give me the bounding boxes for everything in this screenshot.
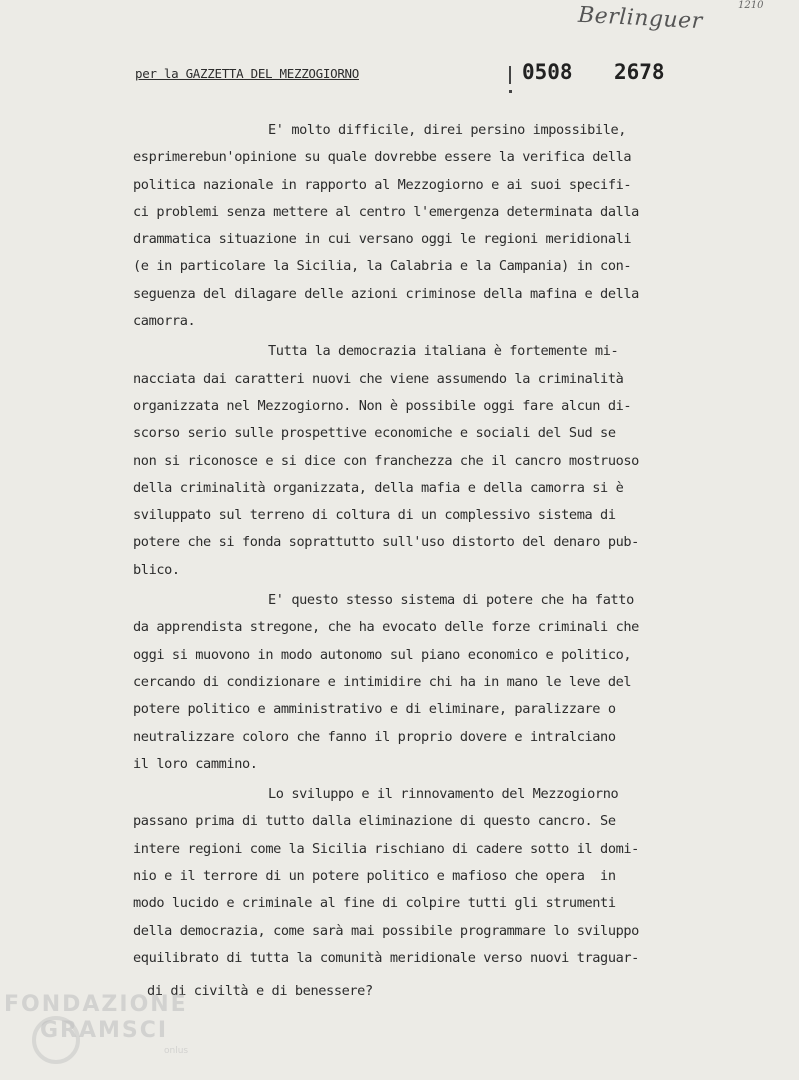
text-line: ci problemi senza mettere al centro l'emergenza determinata dalla (133, 203, 639, 220)
text-line: seguenza del dilagare delle azioni criminose della mafina e della (133, 285, 639, 302)
text-line: politica nazionale in rapporto al Mezzogiorno e ai suoi specifi- (133, 176, 632, 193)
text-line: E' molto difficile, direi persino impossibile, (268, 122, 627, 138)
stamp-dot (509, 90, 512, 93)
text-line: nio e il terrore di un potere politico e mafioso che opera in (133, 868, 616, 885)
watermark-line-2: GRAMSCI (40, 1018, 169, 1043)
text-line: scorso serio sulle prospettive economiche e sociali del Sud se (133, 425, 616, 442)
text-line: passano prima di tutto dalla eliminazione di questo cancro. Se (133, 813, 616, 830)
text-line: Tutta la democrazia italiana è fortemente mi- (268, 343, 619, 360)
archive-number: 1210 (738, 0, 764, 11)
text-line: esprimerebun'opinione su quale dovrebbe essere la verifica della (133, 149, 632, 166)
text-line: (e in particolare la Sicilia, la Calabria e la Campania) in con- (133, 258, 632, 275)
stamp-number-right: 2678 (614, 60, 665, 84)
text-line: drammatica situazione in cui versano oggi le regioni meridionali (133, 231, 632, 248)
watermark-line-3: onlus (164, 1046, 189, 1056)
text-line: della criminalità organizzata, della mafia e della camorra si è (133, 479, 624, 496)
text-line: il loro cammino. (133, 755, 258, 772)
stamp-bar (509, 66, 511, 84)
text-line: blico. (133, 561, 180, 578)
text-line: cercando di condizionare e intimidire chi ha in mano le leve del (133, 673, 632, 690)
letter-body (133, 117, 653, 1006)
text-line: sviluppato sul terreno di coltura di un complessivo sistema di (133, 507, 616, 524)
text-line: E' questo stesso sistema di potere che ha fatto (268, 592, 634, 609)
archive-watermark (4, 992, 189, 1056)
stamp-number-left: 0508 (522, 60, 573, 84)
document-header: per la GAZZETTA DEL MEZZOGIORNO (135, 66, 359, 81)
text-line: non si riconosce e si dice con franchezza che il cancro mostruoso (133, 452, 639, 469)
text-line: organizzata nel Mezzogiorno. Non è possibile oggi fare alcun di- (133, 397, 632, 414)
text-line: equilibrato di tutta la comunità meridionale verso nuovi traguar- (133, 949, 639, 966)
text-line: oggi si muovono in modo autonomo sul piano economico e politico, (133, 646, 632, 663)
text-line: camorra. (133, 313, 196, 330)
handwritten-annotation: Berlinguer (577, 2, 704, 35)
text-line: di di civiltà e di benessere? (147, 983, 373, 1000)
watermark-line-1: FONDAZIONE (4, 992, 188, 1017)
text-line: potere politico e amministrativo e di eliminare, paralizzare o (133, 701, 616, 718)
text-line: nacciata dai caratteri nuovi che viene assumendo la criminalità (133, 370, 624, 387)
text-line: della democrazia, come sarà mai possibile programmare lo sviluppo (133, 922, 639, 939)
text-line: modo lucido e criminale al fine di colpire tutti gli strumenti (133, 895, 616, 912)
text-line: potere che si fonda soprattutto sull'uso distorto del denaro pub- (133, 534, 639, 551)
text-line: Lo sviluppo e il rinnovamento del Mezzogiorno (268, 786, 619, 803)
text-line: neutralizzare coloro che fanno il proprio dovere e intralciano (133, 728, 616, 745)
text-line: intere regioni come la Sicilia rischiano di cadere sotto il domi- (133, 840, 639, 857)
text-line: da apprendista stregone, che ha evocato delle forze criminali che (133, 619, 639, 636)
